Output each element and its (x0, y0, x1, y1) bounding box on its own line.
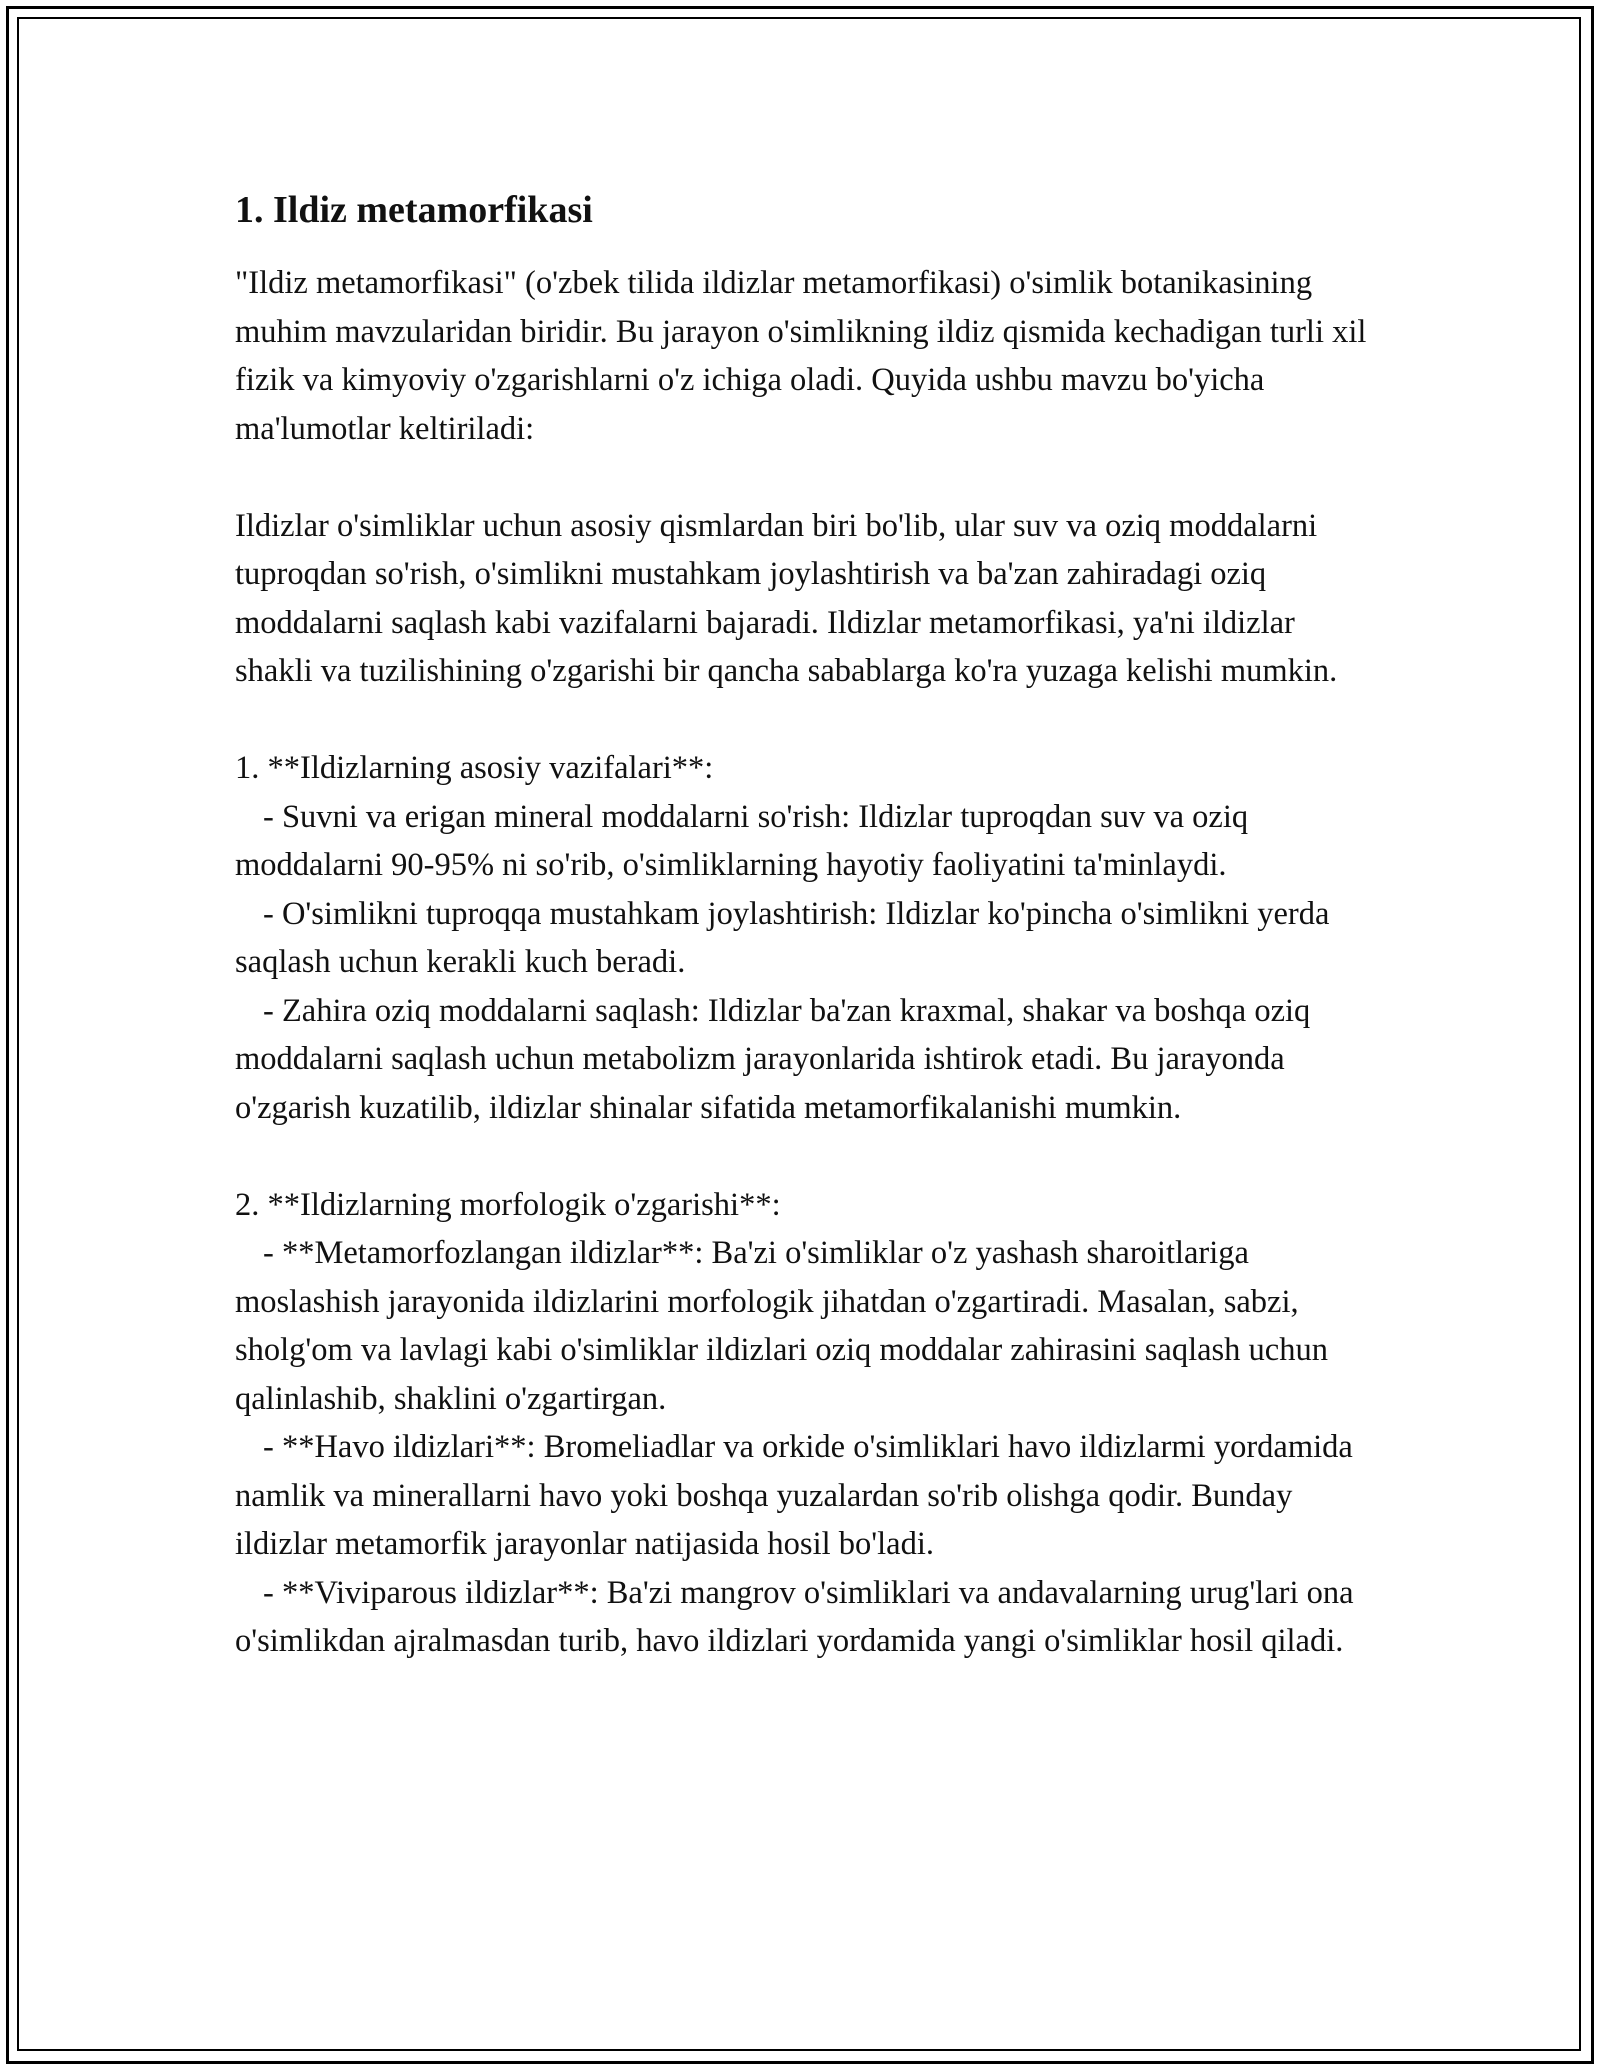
roots-paragraph: Ildizlar o'simliklar uchun asosiy qismlardan biri bo'lib, ular suv va oziq moddalarni tuproqdan so'rish, o'simlikni mustahkam joylashtirish va ba'zan zahiradagi oziq moddalarni saqlash kabi vazifalarni bajaradi. Ildizlar metamorfikasi, ya'ni ildizlar shakli va tuzilishining o'zgarishi bir qancha sabablarga ko'ra yuzaga kelishi mumkin. (235, 507, 1338, 689)
document-body (235, 186, 1375, 1666)
list-item: - O'simlikni tuproqqa mustahkam joylashtirish: Ildizlar ko'pincha o'simlikni yerda saqlash uchun kerakli kuch beradi. (235, 895, 1330, 980)
paragraph-spacer (235, 453, 1375, 502)
list-item: - **Havo ildizlari**: Bromeliadlar va orkide o'simliklari havo ildizlarmi yordamida namlik va minerallarni havo yoki boshqa yuzalardan so'rib olishga qodir. Bunday ildizlar metamorfik jarayonlar natijasida hosil bo'ladi. (235, 1429, 1353, 1562)
list-item: - **Viviparous ildizlar**: Ba'zi mangrov o'simliklari va andavalarning urug'lari ona o'simlikdan ajralmasdan turib, havo ildizlari yordamida yangi o'simliklar hosil qiladi. (235, 1574, 1354, 1659)
section-heading: 1. **Ildizlarning asosiy vazifalari**: (235, 750, 714, 786)
list-item: - Suvni va erigan mineral moddalarni so'rish: Ildizlar tuproqdan suv va oziq moddalarni 90-95% ni so'rib, o'simliklarning hayotiy faoliyatini ta'minlaydi. (235, 798, 1249, 883)
list-item: - **Metamorfozlangan ildizlar**: Ba'zi o'simliklar o'z yashash sharoitlariga moslashish jarayonida ildizlarini morfologik jihatdan o'zgartiradi. Masalan, sabzi, sholg'om va lavlagi kabi o'simliklar ildizlari oziq moddalar zahirasini saqlash uchun qalinlashib, shaklini o'zgartirgan. (235, 1235, 1328, 1417)
section-heading: 2. **Ildizlarning morfologik o'zgarishi**: (235, 1186, 781, 1223)
list-item: - Zahira oziq moddalarni saqlash: Ildizlar ba'zan kraxmal, shakar va boshqa oziq moddalarni saqlash uchun metabolizm jarayonlarida ishtirok etadi. Bu jarayonda o'zgarish kuzatilib, ildizlar shinalar sifatida metamorfikalanishi mumkin. (235, 992, 1311, 1126)
intro-paragraph: "Ildiz metamorfikasi" (o'zbek tilida ildizlar metamorfikasi) o'simlik botanikasining muhim mavzularidan biridir. Bu jarayon o'simlikning ildiz qismida kechadigan turli xil fizik va kimyoviy o'zgarishlarni o'z ichiga oladi. Quyida ushbu mavzu bo'yicha ma'lumotlar keltiriladi: (235, 265, 1375, 447)
paragraph-spacer (235, 1132, 1375, 1181)
document-title: 1. Ildiz metamorfikasi (235, 189, 593, 231)
paragraph-spacer (235, 696, 1375, 745)
section-root-functions (235, 744, 1375, 1132)
section-morphological-change (235, 1181, 1375, 1666)
